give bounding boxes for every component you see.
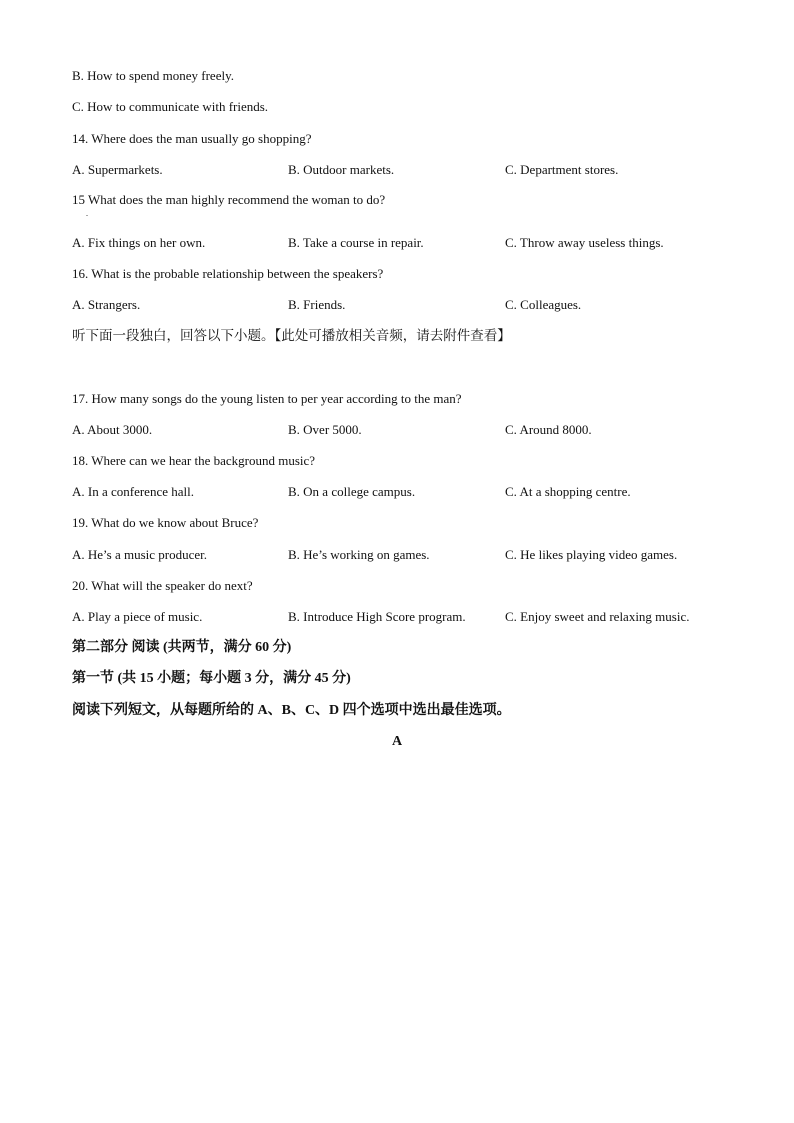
q17-option-b: B. Over 5000. — [288, 422, 362, 437]
section1-heading: 第一节 (共 15 小题；每小题 3 分，满分 45 分) — [72, 671, 351, 686]
q18-option-b: B. On a college campus. — [288, 484, 416, 499]
q18-stem: 18. Where can we hear the background music? — [72, 453, 316, 468]
q20-option-b: B. Introduce High Score program. — [288, 609, 466, 624]
q14-option-a: A. Supermarkets. — [72, 162, 163, 177]
q16-option-a: A. Strangers. — [72, 297, 141, 312]
q15-option-c: C. Throw away useless things. — [505, 235, 664, 250]
q17-option-c: C. Around 8000. — [505, 422, 592, 437]
q15-number-dot: . — [86, 209, 88, 218]
q19-option-b: B. He’s working on games. — [288, 547, 430, 562]
q20-stem: 20. What will the speaker do next? — [72, 578, 253, 593]
q18-option-a: A. In a conference hall. — [72, 484, 194, 499]
q15-option-a: A. Fix things on her own. — [72, 235, 206, 250]
q15-option-b: B. Take a course in repair. — [288, 235, 424, 250]
q13-option-b: B. How to spend money freely. — [72, 68, 234, 83]
q15-stem: 15 What does the man highly recommend the woman to do? — [72, 192, 386, 207]
q17-stem: 17. How many songs do the young listen to per year according to the man? — [72, 391, 462, 406]
q14-stem: 14. Where does the man usually go shopping? — [72, 131, 312, 146]
part2-heading: 第二部分 阅读 (共两节，满分 60 分) — [72, 640, 292, 655]
reading-instruction: 阅读下列短文，从每题所给的 A、B、C、D 四个选项中选出最佳选项。 — [72, 703, 511, 718]
q18-option-c: C. At a shopping centre. — [505, 484, 631, 499]
q16-stem: 16. What is the probable relationship between the speakers? — [72, 266, 384, 281]
q14-option-b: B. Outdoor markets. — [288, 162, 395, 177]
q16-option-c: C. Colleagues. — [505, 297, 582, 312]
q17-option-a: A. About 3000. — [72, 422, 153, 437]
q20-option-a: A. Play a piece of music. — [72, 609, 203, 624]
q14-option-c: C. Department stores. — [505, 162, 619, 177]
q20-option-c: C. Enjoy sweet and relaxing music. — [505, 609, 690, 624]
q13-option-c: C. How to communicate with friends. — [72, 99, 269, 114]
q16-option-b: B. Friends. — [288, 297, 346, 312]
monologue-instruction: 听下面一段独白，回答以下小题。【此处可播放相关音频，请去附件查看】 — [72, 328, 511, 343]
q19-stem: 19. What do we know about Bruce? — [72, 515, 259, 530]
passage-label: A — [391, 734, 403, 749]
q19-option-c: C. He likes playing video games. — [505, 547, 678, 562]
q19-option-a: A. He’s a music producer. — [72, 547, 208, 562]
